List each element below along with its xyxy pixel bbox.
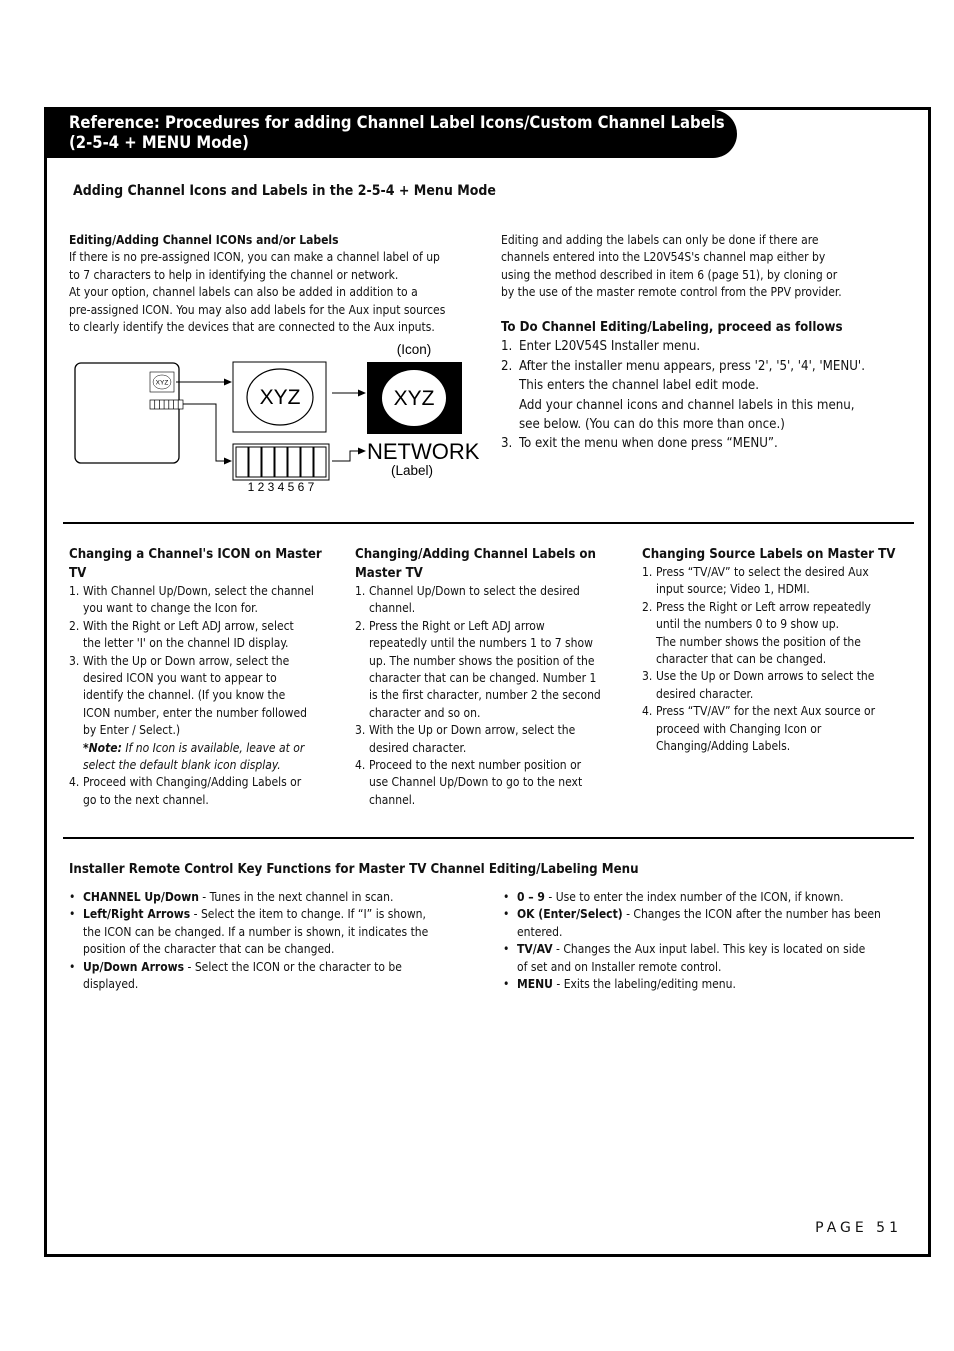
label-digits: 1 2 3 4 5 6 7 xyxy=(247,480,315,494)
procedure-step: This enters the channel label edit mode. xyxy=(519,378,760,394)
col2-step: 1. Channel Up/Down to select the desired channel. xyxy=(355,584,580,616)
arrow-line xyxy=(332,451,360,461)
left-intro-line: If there is no pre-assigned ICON, you can make a channel label of up xyxy=(69,250,440,265)
left-intro xyxy=(69,232,489,336)
left-intro-heading: Editing/Adding Channel ICONs and/or Labels xyxy=(69,233,339,247)
left-intro-line: to clearly identify the devices that are connected to the Aux inputs. xyxy=(69,320,435,335)
col1-steps xyxy=(69,583,344,809)
banner-title-line2: (2-5-4 + MENU Mode) xyxy=(69,133,249,152)
procedure-heading: To Do Channel Editing/Labeling, proceed as follows xyxy=(501,320,843,335)
keys-left-list xyxy=(69,889,479,993)
left-intro-line: pre-assigned ICON. You may also add labels for the Aux input sources xyxy=(69,302,446,317)
tv-small-label-cells xyxy=(150,400,183,409)
col3-heading: Changing Source Labels on Master TV xyxy=(642,547,896,562)
icon-result-text: XYZ xyxy=(393,387,435,410)
arrow-head xyxy=(358,448,366,455)
col2-step: 4. Proceed to the next number position or use Channel Up/Down to go to the next channel. xyxy=(355,758,583,807)
key-item: • Left/Right Arrows - Select the item to change. If “I” is shown, the ICON can be changed. If a number is shown, it indicates the position of the character that can be changed. xyxy=(69,907,429,957)
col3-steps xyxy=(642,564,912,755)
col2-heading: Changing/Adding Channel Labels on Master TV xyxy=(355,547,596,581)
procedure-step: see below. (You can do this more than once.) xyxy=(519,417,785,433)
arrow-head xyxy=(224,458,232,465)
col1-step: 4. Proceed with Changing/Adding Labels or go to the next channel. xyxy=(69,775,302,807)
arrow-line xyxy=(183,404,226,461)
tv-small-icon-text: XYZ xyxy=(155,379,169,387)
key-item: • 0 – 9 - Use to enter the index number of the ICON, if known. xyxy=(503,890,844,904)
col2-step: 3. With the Up or Down arrow, select the desired character. xyxy=(355,723,576,755)
key-item: • MENU - Exits the labeling/editing menu. xyxy=(503,977,736,992)
right-intro-line: channels entered into the L20V54S's channel map either by xyxy=(501,250,826,265)
divider xyxy=(63,522,914,524)
section-title: Adding Channel Icons and Labels in the 2-5-4 + Menu Mode xyxy=(73,183,496,199)
divider xyxy=(63,837,914,839)
icon-edit-text: XYZ xyxy=(259,386,301,409)
arrow-head xyxy=(224,379,232,386)
keys-right xyxy=(503,889,913,993)
col1-step: 2. With the Right or Left ADJ arrow, select the letter 'I' on the channel ID display. xyxy=(69,618,294,651)
col2-step: 2. Press the Right or Left ADJ arrow repeatedly until the numbers 1 to 7 show up. The number shows the position of the character that can be changed. Number 1 is the first character, number 2 the second character and so on. xyxy=(355,618,601,720)
label-edit-cells xyxy=(233,444,329,480)
col3-step: 4. Press “TV/AV” for the next Aux source or proceed with Changing Icon or Changing/Adding Labels. xyxy=(642,704,876,754)
col1-heading: Changing a Channel's ICON on Master TV xyxy=(69,547,322,581)
label-caption: (Label) xyxy=(390,463,434,478)
col-change-icon xyxy=(69,545,344,809)
procedure-step: 3. To exit the menu when done press “MENU”. xyxy=(501,436,778,452)
keys-left xyxy=(69,889,479,993)
procedure-step: 2. After the installer menu appears, press '2', '5', '4', 'MENU'. xyxy=(501,358,865,374)
key-item: • OK (Enter/Select) - Changes the ICON after the number has been entered. xyxy=(503,907,881,939)
right-intro xyxy=(501,232,911,302)
col3-step: 2. Press the Right or Left arrow repeatedly until the numbers 0 to 9 show up. The number shows the position of the character that can be changed. xyxy=(642,599,871,667)
procedure-steps xyxy=(501,337,911,453)
page-banner xyxy=(47,110,737,158)
col1-step: 1. With Channel Up/Down, select the channel you want to change the Icon for. xyxy=(69,584,314,616)
col3-step: 3. Use the Up or Down arrows to select the desired character. xyxy=(642,669,875,701)
key-item: • CHANNEL Up/Down - Tunes in the next channel in scan. xyxy=(69,890,394,904)
channel-label-diagram xyxy=(70,338,480,498)
procedure-step: Add your channel icons and channel labels in this menu, xyxy=(519,397,855,413)
procedure xyxy=(501,318,911,454)
col1-note: *Note: If no Icon is available, leave at or xyxy=(83,740,305,755)
right-intro-line: Editing and adding the labels can only be done if there are xyxy=(501,233,819,247)
banner-title-line1: Reference: Procedures for adding Channel Label Icons/Custom Channel Labels xyxy=(69,113,725,132)
page-number: PAGE 51 xyxy=(815,1220,902,1236)
col1-step: 3. With the Up or Down arrow, select the desired ICON you want to appear to identify the channel. (If you know the ICON number, enter the number followed by Enter / Select.) *Note: If no Icon is available, leave at or select the default blank icon display. xyxy=(69,653,344,775)
icon-caption: (Icon) xyxy=(396,342,432,357)
keys-heading: Installer Remote Control Key Functions for Master TV Channel Editing/Labeling Menu xyxy=(69,862,639,877)
right-intro-line: by the use of the master remote control from the PPV provider. xyxy=(501,285,842,300)
left-intro-line: At your option, channel labels can also be added in addition to a xyxy=(69,285,418,300)
keys-right-list xyxy=(503,889,913,993)
network-label-text: NETWORK xyxy=(367,439,480,464)
key-item: • TV/AV - Changes the Aux input label. This key is located on side of set and on Installer remote control. xyxy=(503,942,866,974)
col3-step: 1. Press “TV/AV” to select the desired Aux input source; Video 1, HDMI. xyxy=(642,565,869,597)
col-source-labels xyxy=(642,545,912,755)
arrow-head xyxy=(358,390,366,397)
right-intro-line: using the method described in item 6 (page 51), by cloning or xyxy=(501,267,838,282)
left-intro-line: to 7 characters to help in identifying the channel or network. xyxy=(69,267,399,282)
key-item: • Up/Down Arrows - Select the ICON or the character to be displayed. xyxy=(69,959,402,992)
procedure-step: 1. Enter L20V54S Installer menu. xyxy=(501,339,701,355)
col-change-labels xyxy=(355,545,630,809)
col2-steps xyxy=(355,583,630,809)
